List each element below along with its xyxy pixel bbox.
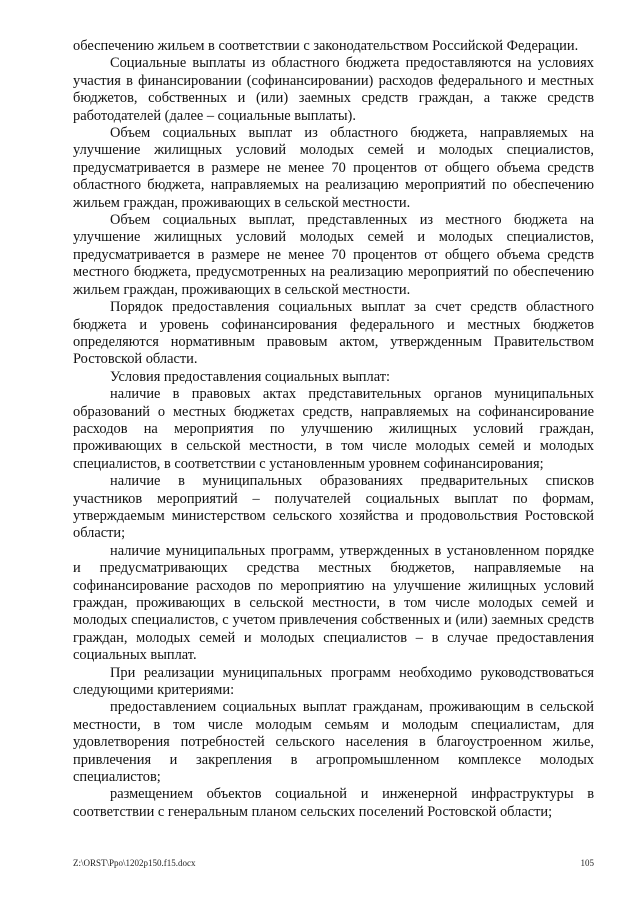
page-number: 105: [580, 858, 594, 868]
paragraph-12: размещением объектов социальной и инженерной инфраструктуры в соответствии с генеральным планом сельских поселений Ростовской области;: [73, 786, 594, 820]
paragraph-5: Порядок предоставления социальных выплат за счет средств областного бюджета и уровень софинансирования федерального и местных бюджетов определяются нормативным правовым актом, утвержденным Правительством Ростовской области.: [73, 299, 594, 368]
paragraph-6: Условия предоставления социальных выплат:: [110, 368, 390, 385]
paragraph-10: При реализации муниципальных программ необходимо руководствоваться следующими критериями:: [73, 664, 594, 699]
paragraph-2: Социальные выплаты из областного бюджета предоставляются на условиях участия в финансировании (софинансировании) расходов федерального и местных бюджетов, собственных и (или) заемных средств граждан, а также средств работодателей (далее – социальные выплаты).: [73, 55, 594, 124]
paragraph-7: наличие в правовых актах представительных органов муниципальных образований о местных бюджетах средств, направляемых на софинансирование расходов на мероприятия по улучшению жилищных условий граждан, проживающих в сельской местности, в том числе молодых семей и молодых специалистов, в соответствии с установленным уровнем софинансирования;: [73, 386, 594, 472]
paragraph-9: наличие муниципальных программ, утвержденных в установленном порядке и предусматривающих средства местных бюджетов, направляемые на софинансирование расходов по мероприятию на улучшение жилищных условий граждан, проживающих в сельской местности, в том числе молодых семей и молодых специалистов, с учетом привлечения собственных и (или) заемных средств граждан, молодых семей и молодых специалистов – в случае предоставления социальных выплат.: [73, 542, 594, 664]
paragraph-3: Объем социальных выплат из областного бюджета, направляемых на улучшение жилищных условий молодых семей и молодых специалистов, предусматривается в размере не менее 70 процентов от общего объема средств областного бюджета, направляемых на реализацию мероприятий по обеспечению жильем граждан, проживающих в сельской местности.: [73, 125, 594, 211]
paragraph-1: обеспечению жильем в соответствии с законодательством Российской Федерации.: [73, 38, 579, 54]
paragraph-8: наличие в муниципальных образованиях предварительных списков участников мероприятий – получателей социальных выплат по формам, утверждаемым министерством сельского хозяйства и продовольствия Ростовской области;: [73, 473, 594, 542]
document-body: [73, 38, 594, 821]
paragraph-11: предоставлением социальных выплат гражданам, проживающим в сельской местности, в том числе молодым семьям и молодым специалистам, для удовлетворения потребностей сельского населения в благоустроенном жилье, привлечения и закрепления в агропромышленном комплексе молодых специалистов;: [73, 699, 594, 786]
paragraph-4: Объем социальных выплат, представленных из местного бюджета на улучшение жилищных условий молодых семей и молодых специалистов, предусматривается в размере не менее 70 процентов от общего объема средств местного бюджета, предусмотренных на реализацию мероприятий по обеспечению жильем граждан, проживающих в сельской местности.: [73, 212, 594, 298]
footer-file-path: Z:\ORST\Ppo\1202p150.f15.docx: [73, 858, 196, 868]
